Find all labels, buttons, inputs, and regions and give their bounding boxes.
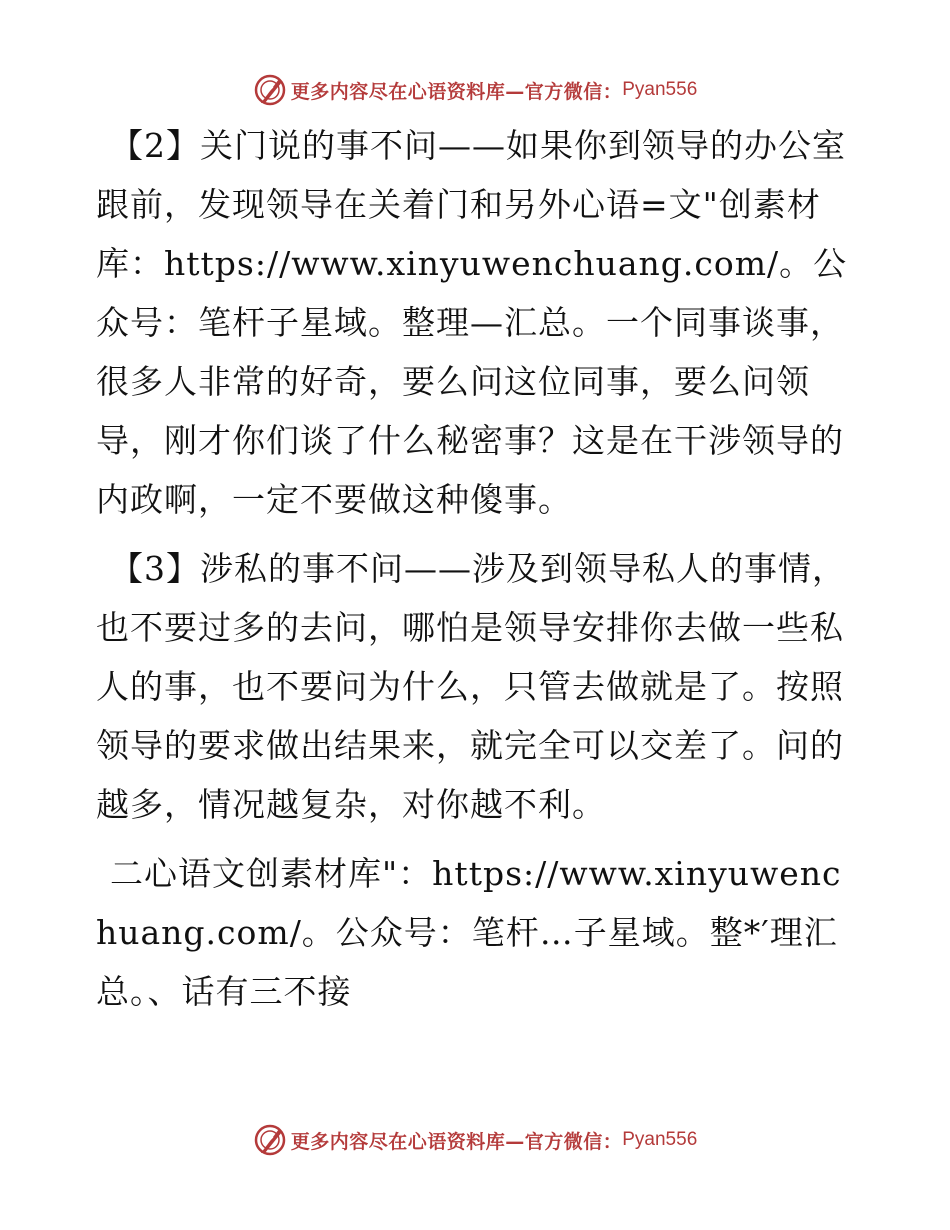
- footer-banner-text: 更多内容尽在心语资料库—官方微信：: [290, 1130, 623, 1153]
- header-banner-text: 更多内容尽在心语资料库—官方微信：: [290, 80, 623, 103]
- header-banner-wechat-id: Pyan556: [622, 79, 698, 100]
- quill-logo-icon: [253, 73, 287, 107]
- paragraph-3: 【3】涉私的事不问——涉及到领导私人的事情，也不要过多的去问，哪怕是领导安排你去做一些私人的事，也不要问为什么，只管去做就是了。按照领导的要求做出结果来，就完全可以交差了。问的越多，情况越复杂，对你越不利。: [96, 549, 846, 824]
- footer-banner-wechat-id: Pyan556: [622, 1129, 698, 1150]
- paragraph-section-heading: 二心语文创素材库"：https://www.xinyuwenchuang.com/。公众号：笔杆…子星域。整*′理汇总。、话有三不接: [96, 854, 842, 1011]
- document-body: [96, 116, 856, 1031]
- header-banner: [0, 70, 950, 110]
- quill-logo-icon: [253, 1123, 287, 1157]
- paragraph-2: 【2】关门说的事不问——如果你到领导的办公室跟前，发现领导在关着门和另外心语=文"创素材库：https://www.xinyuwenchuang.com/。公众号：笔杆子星域。整理—汇总。一个同事谈事，很多人非常的好奇，要么问这位同事，要么问领导，刚才你们谈了什么秘密事？这是在干涉领导的内政啊，一定不要做这种傻事。: [96, 126, 848, 519]
- footer-banner: [0, 1120, 950, 1160]
